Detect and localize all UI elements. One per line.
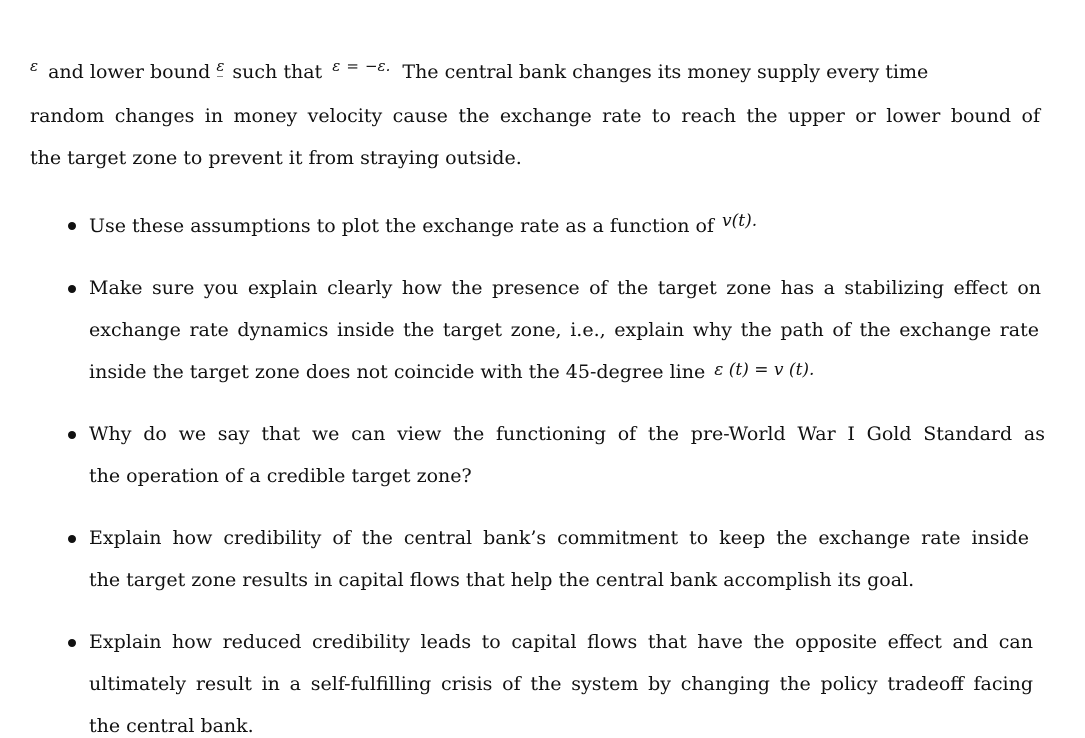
bullet-dot-1 <box>68 222 76 230</box>
bullet-2-line-1: Make sure you explain clearly how the presence of the target zone has a stabilizing effect on <box>89 277 1041 299</box>
bullet-2-math: ε (t) = v (t). <box>714 360 815 380</box>
intro-text-a: and lower bound <box>48 61 211 83</box>
bullet-5-line-3: the central bank. <box>89 715 254 737</box>
intro-line-1 <box>30 57 1030 85</box>
bullet-5-line-2: ultimately result in a self-fulfilling crisis of the system by changing the policy tradeoff facing <box>89 673 1033 695</box>
lower-bound-symbol: ε <box>216 54 224 78</box>
bullet-4-line-1: Explain how credibility of the central bank’s commitment to keep the exchange rate inside <box>89 527 1029 549</box>
bullet-3-line-1: Why do we say that we can view the functioning of the pre-World War I Gold Standard as <box>89 423 1045 445</box>
equation-right-symbol: −ε. <box>364 57 391 75</box>
intro-text-c: The central bank changes its money supply every time <box>402 61 929 83</box>
bullet-2-text: inside the target zone does not coincide with the 45-degree line <box>89 361 706 383</box>
bullet-2-line-3 <box>89 360 814 385</box>
equation-equals: = <box>346 57 359 75</box>
equation-left-symbol: ε <box>332 57 341 75</box>
bullet-4-line-2: the target zone results in capital flows that help the central bank accomplish its goal. <box>89 569 915 591</box>
intro-line-3: the target zone to prevent it from straying outside. <box>30 147 522 169</box>
intro-line-2: random changes in money velocity cause the exchange rate to reach the upper or lower bound of <box>30 105 1040 127</box>
upper-bound-symbol: ε <box>30 57 39 75</box>
intro-text-b: such that <box>232 61 323 83</box>
bullet-2-line-2: exchange rate dynamics inside the target zone, i.e., explain why the path of the exchange rate <box>89 319 1039 341</box>
bullet-3-line-2: the operation of a credible target zone? <box>89 465 472 487</box>
bullet-dot-2 <box>68 285 76 293</box>
bullet-1-text: Use these assumptions to plot the exchange rate as a function of <box>89 215 714 237</box>
bullet-5-line-1: Explain how reduced credibility leads to capital flows that have the opposite effect and can <box>89 631 1033 653</box>
bullet-dot-3 <box>68 431 76 439</box>
bullet-dot-5 <box>68 639 76 647</box>
bullet-1-line-1 <box>89 211 758 239</box>
bullet-1-math: v(t). <box>722 211 758 231</box>
bullet-dot-4 <box>68 535 76 543</box>
